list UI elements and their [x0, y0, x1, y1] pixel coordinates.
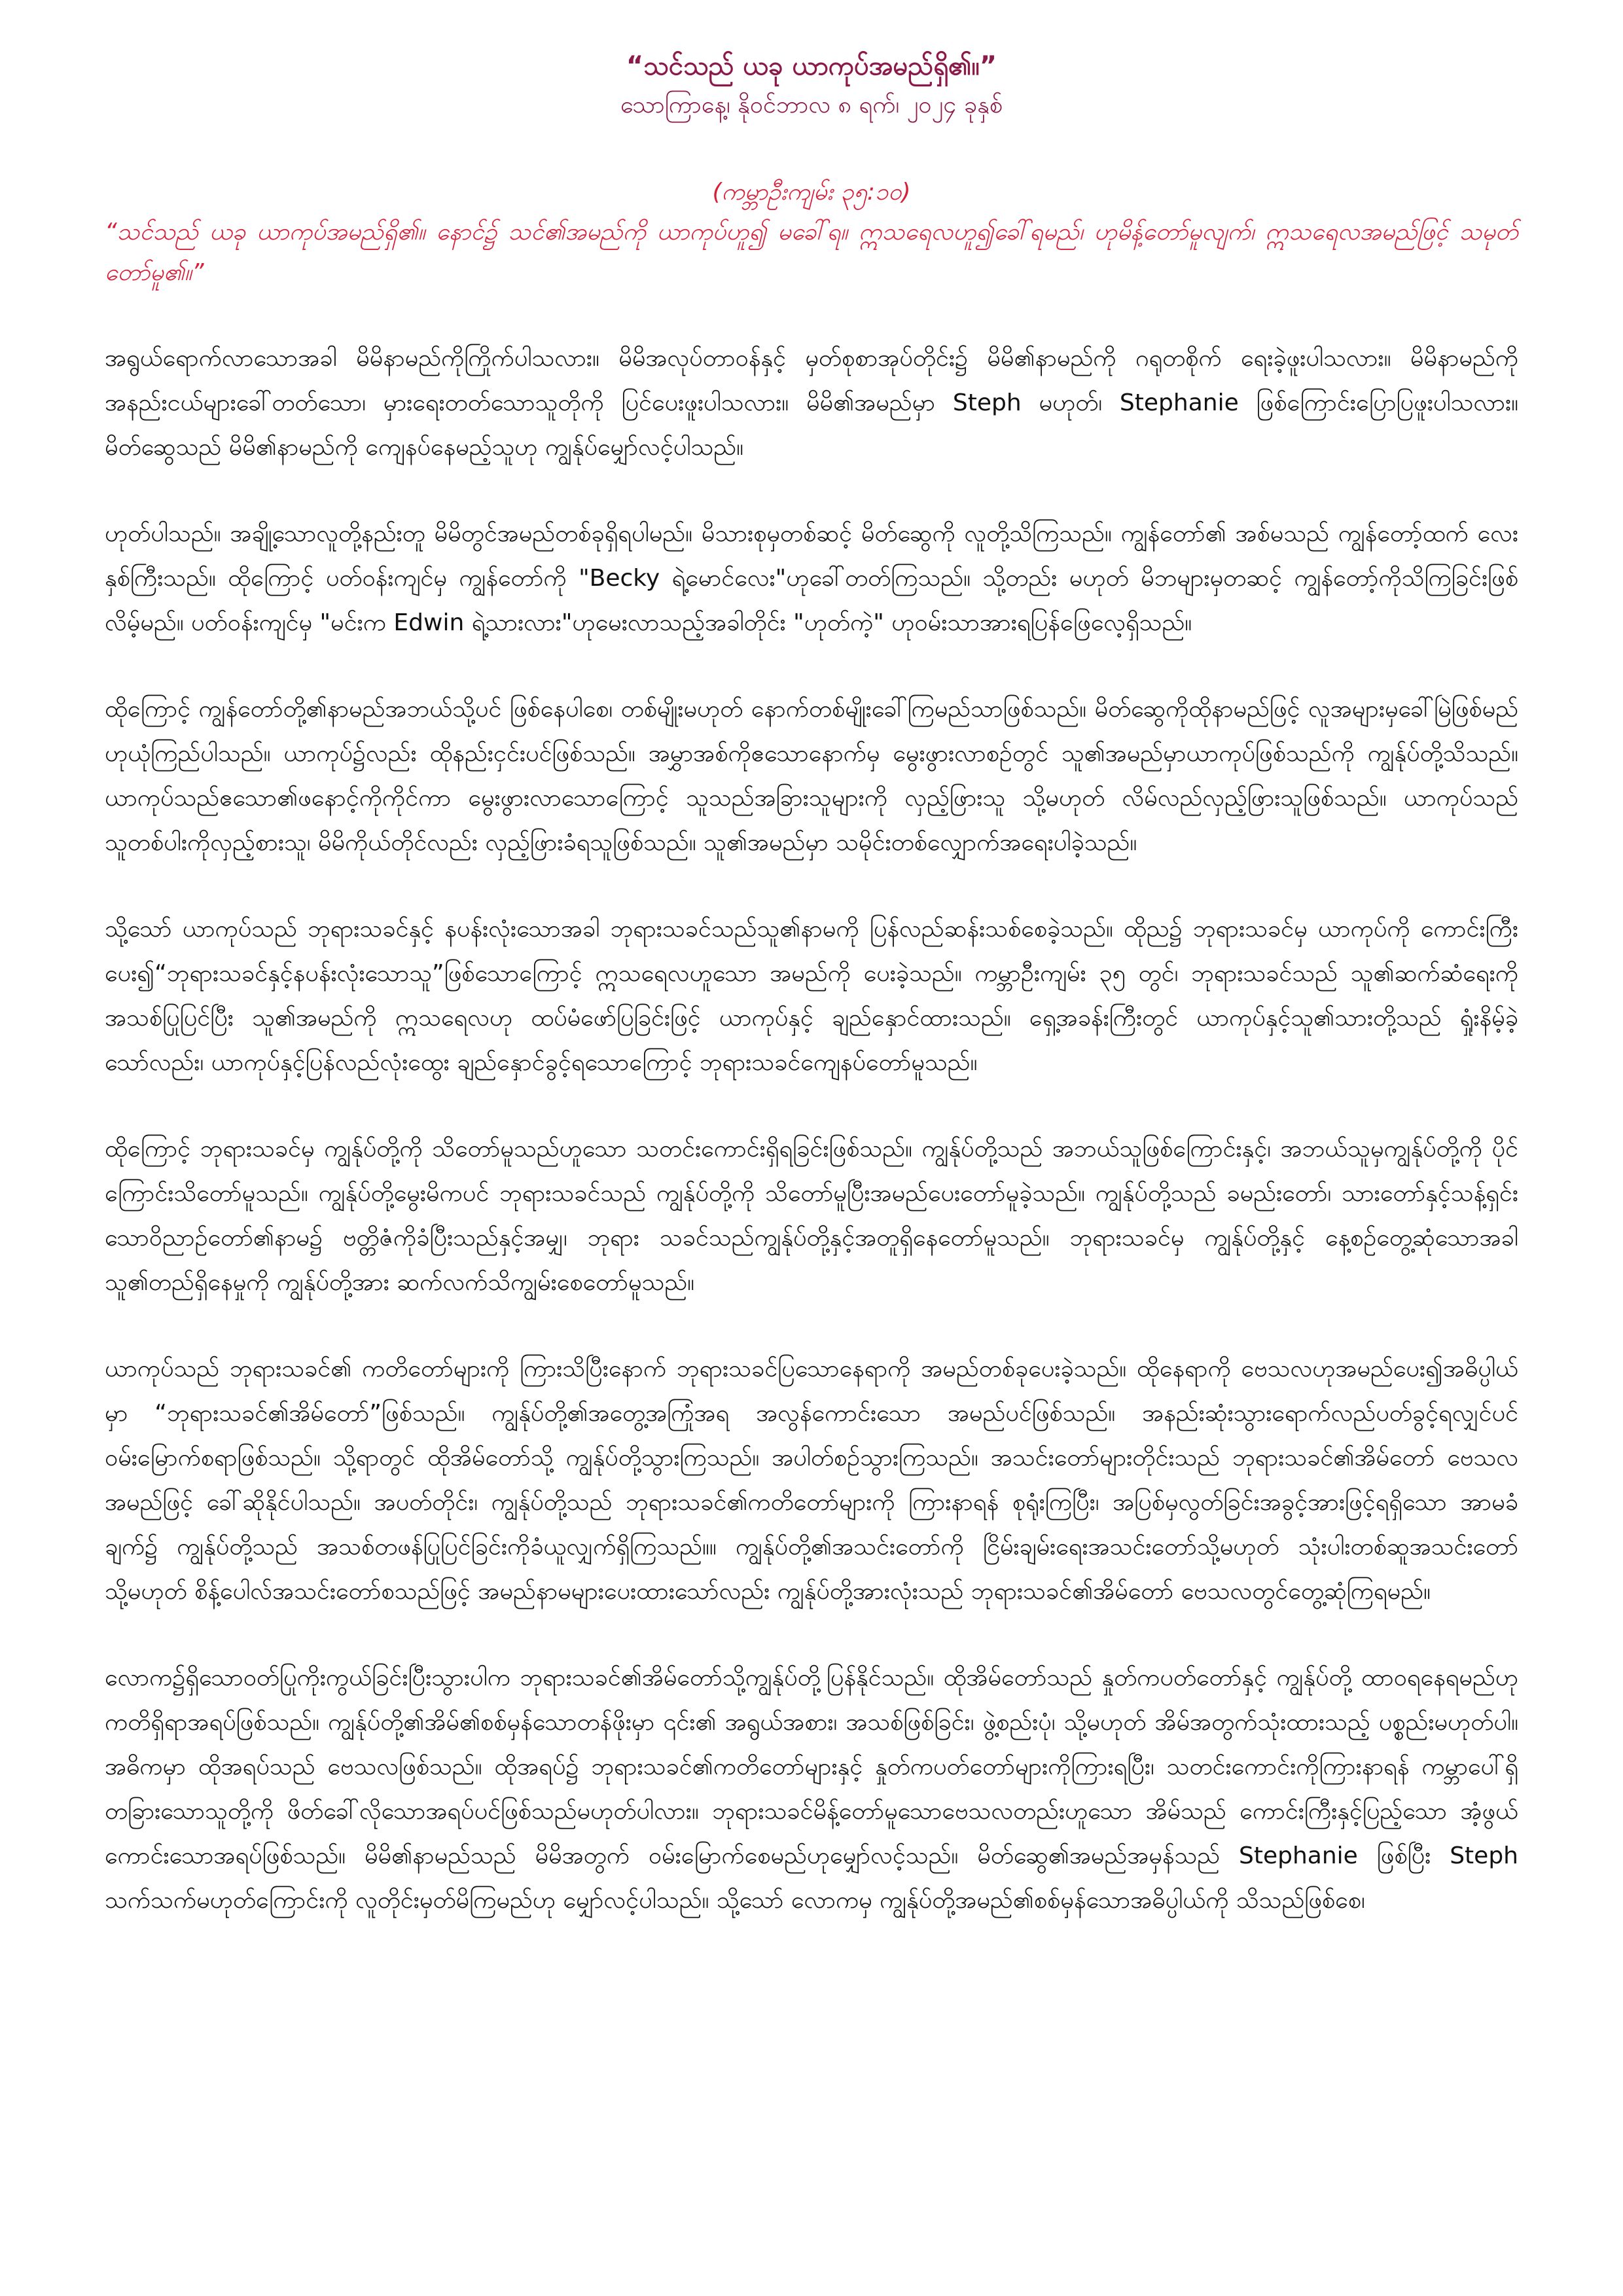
body-paragraph-6: ယာကုပ်သည် ဘုရားသခင်၏ ကတိတော်များကို ကြားသိပြီးနောက် ဘုရားသခင်ပြသောနေရာကို အမည်တစ်ခုပေးခဲ့သည်။ ထိုနေရာကို ဗေသလဟုအမည်ပေး၍အဓိပ္ပါယ်မှာ “ဘုရားသခင်၏အိမ်တော်”ဖြစ်သည်။ ကျွန်ုပ်တို့၏အတွေ့အကြုံအရ အလွန်ကောင်းသော အမည်ပင်ဖြစ်သည်။ အနည်းဆုံးသွားရောက်လည်ပတ်ခွင့်ရလျှင်ပင် ဝမ်းမြောက်စရာဖြစ်သည်။ သို့ရာတွင် ထိုအိမ်တော်သို့ ကျွန်ုပ်တို့သွားကြသည်။ အပါတ်စဉ်သွားကြသည်။ အသင်းတော်များတိုင်းသည် ဘုရားသခင်၏အိမ်တော် ဗေသလအမည်ဖြင့် ခေါ်ဆိုနိုင်ပါသည်။ အပတ်တိုင်း၊ ကျွန်ုပ်တို့သည် ဘုရားသခင်၏ကတိတော်များကို ကြားနာရန် စုရုံးကြပြီး၊ အပြစ်မှလွတ်ခြင်းအခွင့်အားဖြင့်ရရှိသော အာမခံချက်၌ ကျွန်ုပ်တို့သည် အသစ်တဖန်ပြုပြင်ခြင်းကိုခံယူလျှက်ရှိကြသည်။။ ကျွန်ုပ်တို့၏အသင်းတော်ကို ငြိမ်းချမ်းရေးအသင်းတော်သို့မဟုတ် သုံးပါးတစ်ဆူအသင်းတော် သို့မဟုတ် စိန့်ပေါလ်အသင်းတော်စသည်ဖြင့် အမည်နာမများပေးထားသော်လည်း ကျွန်ုပ်တို့အားလုံးသည် ဘုရားသခင်၏အိမ်တော် ဗေသလတွင်တွေ့ဆုံကြရမည်။	[105, 1355, 1518, 1605]
body-paragraph-4: သို့သော် ယာကုပ်သည် ဘုရားသခင်နှင့် နပန်းလုံးသောအခါ ဘုရားသခင်သည်သူ၏နာမကို ပြန်လည်ဆန်းသစ်စေခဲ့သည်။ ထိုည၌ ဘုရားသခင်မှ ယာကုပ်ကို ကောင်းကြီးပေး၍“ဘုရားသခင်နှင့်နပန်းလုံးသောသူ”ဖြစ်သောကြောင့် ဣသရေလဟူသော အမည်ကို ပေးခဲ့သည်။ ကမ္ဘာဦးကျမ်း ၃၅ တွင်၊ ဘုရားသခင်သည် သူ၏ဆက်ဆံရေးကို အသစ်ပြုပြင်ပြီး သူ၏အမည်ကို ဣသရေလဟု ထပ်မံဖော်ပြခြင်းဖြင့် ယာကုပ်နှင့် ချည်နှောင်ထားသည်။ ရှေ့အခန်းကြီးတွင် ယာကုပ်နှင့်သူ၏သားတို့သည် ရှုံးနိမ့်ခဲ့သော်လည်း၊ ယာကုပ်နှင့်ပြန်လည်လုံးထွေး ချည်နှောင်ခွင့်ရသောကြောင့် ဘုရားသခင်ကျေနပ်တော်မူသည်။	[105, 916, 1518, 1076]
body-paragraph-5: ထိုကြောင့် ဘုရားသခင်မှ ကျွန်ုပ်တို့ကို သိတော်မူသည်ဟူသော သတင်းကောင်းရှိရခြင်းဖြစ်သည်။ ကျွန်ုပ်တို့သည် အဘယ်သူဖြစ်ကြောင်းနှင့်၊ အဘယ်သူမှကျွန်ုပ်တို့ကို ပိုင်ကြောင်းသိတော်မူသည်။ ကျွန်ုပ်တို့မွေးမိကပင် ဘုရားသခင်သည် ကျွန်ုပ်တို့ကို သိတော်မူပြီးအမည်ပေးတော်မူခဲ့သည်။ ကျွန်ုပ်တို့သည် ခမည်းတော်၊ သားတော်နှင့်သန့်ရှင်းသောဝိညာဉ်တော်၏နာမ၌ ဗတ္တိဇံကိုခံပြီးသည်နှင့်အမျှ၊ ဘုရား သခင်သည်ကျွန်ုပ်တို့နှင့်အတူရှိနေတော်မူသည်။ ဘုရားသခင်မှ ကျွန်ုပ်တို့နှင့် နေ့စဉ်တွေ့ဆုံသောအခါသူ၏တည်ရှိနေမှုကို ကျွန်ုပ်တို့အား ဆက်လက်သိကျွမ်းစေတော်မူသည်။	[105, 1136, 1518, 1296]
body-paragraph-2: ဟုတ်ပါသည်။ အချို့သောလူတို့နည်းတူ မိမိတွင်အမည်တစ်ခုရှိရပါမည်။ မိသားစုမှတစ်ဆင့် မိတ်ဆွေကို လူတို့သိကြသည်။ ကျွန်တော်၏ အစ်မသည် ကျွန်တော့်ထက် လေးနှစ်ကြီးသည်။ ထိုကြောင့် ပတ်ဝန်းကျင်မှ ကျွန်တော်ကို "Becky ရဲ့မောင်လေး"ဟုခေါ်တတ်ကြသည်။ သို့တည်း မဟုတ် မိဘများမှတဆင့် ကျွန်တော့်ကိုသိကြခြင်းဖြစ်လိမ့်မည်။ ပတ်ဝန်းကျင်မှ "မင်းက Edwin ရဲ့သားလား"ဟုမေးလာသည့်အခါတိုင်း "ဟုတ်ကဲ့" ဟုဝမ်းသာအားရပြန်ဖြေလေ့ရှိသည်။	[105, 520, 1518, 636]
body-paragraph-3: ထိုကြောင့် ကျွန်တော်တို့၏နာမည်အဘယ်သို့ပင် ဖြစ်နေပါစေ၊ တစ်မျိုးမဟုတ် နောက်တစ်မျိုးခေါ်ကြမည်သာဖြစ်သည်။ မိတ်ဆွေကိုထိုနာမည်ဖြင့် လူအများမှခေါ်မြဲဖြစ်မည်ဟုယုံကြည်ပါသည်။ ယာကုပ်၌လည်း ထိုနည်းငှင်းပင်ဖြစ်သည်။ အမွှာအစ်ကိုဧသောနောက်မှ မွေးဖွားလာစဉ်တွင် သူ၏အမည်မှာယာကုပ်ဖြစ်သည်ကို ကျွန်ုပ်တို့သိသည်။ ယာကုပ်သည်ဧသော၏ဖနောင့်ကိုကိုင်ကာ မွေးဖွားလာသောကြောင့် သူသည်အခြားသူများကို လှည့်ဖြားသူ သို့မဟုတ် လိမ်လည်လှည့်ဖြားသူဖြစ်သည်။ ယာကုပ်သည် သူတစ်ပါးကိုလှည့်စားသူ၊ မိမိကိုယ်တိုင်လည်း လှည့်ဖြားခံရသူဖြစ်သည်။ သူ၏အမည်မှာ သမိုင်းတစ်လျှောက်အရေးပါခဲ့သည်။	[105, 696, 1518, 856]
body-paragraph-7: လောက၌ရှိသောဝတ်ပြုကိုးကွယ်ခြင်းပြီးသွားပါက ဘုရားသခင်၏အိမ်တော်သို့ကျွန်ုပ်တို့ပြန်နိုင်သည်။ ထိုအိမ်တော်သည် နှုတ်ကပတ်တော်နှင့် ကျွန်ုပ်တို့ ထာဝရနေရမည်ဟုကတိရှိရာအရပ်ဖြစ်သည်။ ကျွန်ုပ်တို့၏အိမ်၏စစ်မှန်သောတန်ဖိုးမှာ ၎င်း၏ အရွယ်အစား၊ အသစ်ဖြစ်ခြင်း၊ ဖွဲ့စည်းပုံ၊ သို့မဟုတ် အိမ်အတွက်သုံးထားသည့် ပစ္စည်းမဟုတ်ပါ။ အဓိကမှာ ထိုအရပ်သည် ဗေသလဖြစ်သည်။ ထိုအရပ်၌ ဘုရားသခင်၏ကတိတော်များနှင့် နှုတ်ကပတ်တော်များကိုကြားရပြီး၊ သတင်းကောင်းကိုကြားနာရန် ကမ္ဘာပေါ်ရှိတခြားသောသူတို့ကို ဖိတ်ခေါ်လိုသောအရပ်ပင်ဖြစ်သည်မဟုတ်ပါလား။ ဘုရားသခင်မိန့်တော်မူသောဗေသလတည်းဟူသော အိမ်သည် ကောင်းကြီးနှင့်ပြည့်သော အံ့ဖွယ်ကောင်းသောအရပ်ဖြစ်သည်။ မိမိ၏နာမည်သည် မိမိအတွက် ဝမ်းမြောက်စေမည်ဟုမျှော်လင့်သည်။ မိတ်ဆွေ၏အမည်အမှန်သည် Stephanie ဖြစ်ပြီး Steph သက်သက်မဟုတ်ကြောင်းကို လူတိုင်းမှတ်မိကြမည်ဟု မျှော်လင့်ပါသည်။ သို့သော် လောကမှ ကျွန်ုပ်တို့အမည်၏စစ်မှန်သောအဓိပ္ပါယ်ကို သိသည်ဖြစ်စေ၊	[105, 1664, 1518, 1914]
page-date: သောကြာနေ့၊ နိုဝင်ဘာလ ၈ ရက်၊ ၂၀၂၄ ခုနှစ်	[620, 92, 1003, 118]
body-paragraph-1: အရွယ်ရောက်လာသောအခါ မိမိနာမည်ကိုကြိုက်ပါသလား။ မိမိအလုပ်တာဝန်နှင့် မှတ်စုစာအုပ်တိုင်း၌ မိမိ၏နာမည်ကို ဂရုတစိုက် ရေးခဲ့ဖူးပါသလား။ မိမိနာမည်ကို အနည်းငယ်များခေါ်တတ်သော၊ မှားရေးတတ်သောသူတိုကို ပြင်ပေးဖူးပါသလား။ မိမိ၏အမည်မှာ Steph မဟုတ်၊ Stephanie ဖြစ်ကြောင်းပြောပြဖူးပါသလား။ မိတ်ဆွေသည် မိမိ၏နာမည်ကို ကျေနပ်နေမည့်သူဟု ကျွန်ုပ်မျှော်လင့်ပါသည်။	[105, 345, 1518, 461]
page-title: “သင်သည် ယခု ယာကုပ်အမည်ရှိ၏။”	[626, 51, 997, 81]
verse-reference: (ကမ္ဘာဦးကျမ်း ၃၅:၁၀)	[712, 179, 911, 206]
verse-text: “သင်သည် ယခု ယာကုပ်အမည်ရှိ၏။ နောင်၌ သင်၏အမည်ကို ယာကုပ်ဟူ၍ မခေါ်ရ။ ဣသရေလဟူ၍ခေါ်ရမည်၊ ဟုမိန့်တော်မူလျက်၊ ဣသရေလအမည်ဖြင့် သမုတ်တော်မူ၏။”	[105, 219, 1518, 286]
